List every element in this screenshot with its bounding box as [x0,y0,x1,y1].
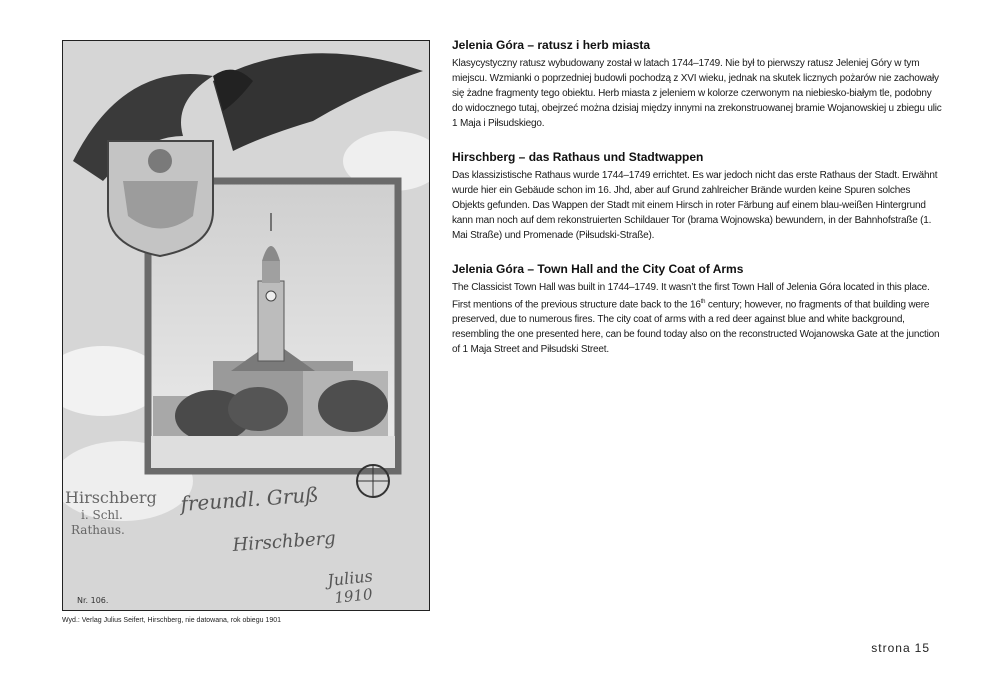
postcard-title-line: i. Schl. [81,508,123,522]
postcard-title-line: Hirschberg [65,488,157,507]
svg-text:i. Schl. [81,508,123,522]
page-number: 15 [914,641,930,655]
page-label: strona [871,641,911,655]
text-column [452,38,942,376]
handwriting-line: freundl. Gruß [179,482,320,516]
section-body: Das klassizistische Rathaus wurde 1744–1749 errichtet. Es war jedoch nicht das erste Rathaus der Stadt. Erwähnt wurde hier ein Gebäude schon im 16. Jhd, aber auf Grund zahlreicher Brände wurden keine Spuren solches Objekts gefunden. Das Wappen der Stadt mit einem Hirsch in roter Färbung auf einem blau-weißen Hintergrund kann man noch auf dem rekonstruierten Schildauer Tor (brama Wojnowska) bewundern, in der Bahnhofstraße (1. Mai Straße) und Promenade (Piłsudski-Straße). [452,170,938,241]
body-text: The Classicist Town Hall was built in 1744–1749. It wasn’t the first Town Hall of Jelenia Góra located in this place. First mentions of the previous structure date back to the 16 [452,282,930,311]
svg-text:Hirschberg [65,488,157,507]
handwriting-line: Julius [326,566,374,590]
svg-text:Rathaus. [71,523,125,537]
postcard-illustration [62,40,430,611]
section-title: Jelenia Góra – Town Hall and the City Coat of Arms [452,262,744,276]
handwriting-line: 1910 [333,585,374,607]
section-polish [452,38,942,131]
handwriting-line: Hirschberg [231,527,337,556]
section-body [452,280,942,357]
postcard-title-line: Rathaus. [71,523,125,537]
image-caption: Wyd.: Verlag Julius Seifert, Hirschberg, nie datowana, rok obiegu 1901 [62,617,282,624]
body-text: century; however, no fragments of that building were preserved, due to numerous fires. The city coat of arms with a red deer against blue and white background, resembling the one presented here, can be found today also on the reconstructed Wojanowska Gate at the junction of 1 Maja Street and Piłsudski Street. [452,299,940,356]
page-footer [867,641,930,655]
postcard-number: Nr. 106. [77,596,109,605]
superscript: th [700,299,706,305]
section-title: Hirschberg – das Rathaus und Stadtwappen [452,150,704,164]
section-body: Klasycystyczny ratusz wybudowany został w latach 1744–1749. Nie był to pierwszy ratusz Jeleniej Góry w tym miejscu. Wzmianki o poprzedniej budowli pochodzą z XVI wieku, jednak na skutek licznych pożarów nie zachowały się żadne fragmenty tego obiektu. Herb miasta z jeleniem w kolorze czerwonym na niebiesko-białym tle, podobny do widocznego tutaj, obejrzeć można dzisiaj między innymi na zrekonstruowanej bramie Wojanowskiej u zbiegu ulic 1 Maja i Piłsudskiego. [452,58,942,129]
svg-text:Nr. 106. [77,596,108,605]
section-english [452,262,942,357]
section-german [452,150,942,243]
section-title: Jelenia Góra – ratusz i herb miasta [452,38,651,52]
